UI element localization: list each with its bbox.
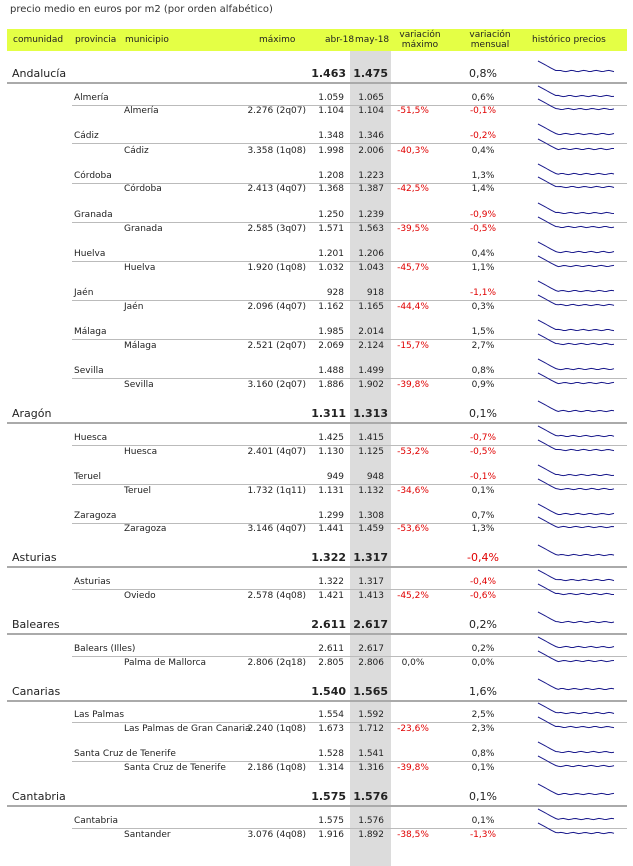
row-historico-sparkline	[538, 358, 616, 372]
row-historico-sparkline	[538, 400, 616, 414]
row-maximo-value: 2.401 (4q07)	[247, 447, 306, 457]
row-abr-value: 1.528	[318, 749, 344, 759]
row-provincia-name: Zaragoza	[74, 511, 117, 521]
row-abr-value: 1.421	[318, 591, 344, 601]
row-may-value: 1.576	[353, 790, 388, 803]
row-maximo-value: 1.732 (1q11)	[247, 486, 306, 496]
header-may: may-18	[355, 35, 390, 45]
row-may-value: 948	[366, 472, 384, 482]
row-abr-value: 1.322	[318, 577, 344, 587]
row-abr-value: 928	[326, 288, 344, 298]
header-historico: histórico precios	[532, 35, 606, 45]
row-maximo-value: 2.413 (4q07)	[247, 184, 306, 194]
row-municipio-name: Santander	[124, 830, 171, 840]
row-abr-value: 2.069	[318, 341, 344, 351]
comunidad-separator	[7, 566, 627, 568]
row-variacion-mensual: 0,1%	[471, 816, 495, 826]
row-abr-value: 1.463	[311, 67, 346, 80]
row-provincia-name: Almería	[74, 93, 109, 103]
row-may-value: 1.132	[358, 486, 384, 496]
row-may-value: 1.125	[358, 447, 384, 457]
row-municipio-name: Zaragoza	[124, 524, 167, 534]
row-may-value: 1.499	[358, 366, 384, 376]
row-historico-sparkline	[538, 569, 616, 583]
row-historico-sparkline	[538, 544, 616, 558]
row-variacion-mensual: 2,3%	[471, 724, 495, 734]
row-variacion-mensual: 0,6%	[471, 93, 495, 103]
comunidad-separator	[7, 700, 627, 702]
row-provincia-name: Sevilla	[74, 366, 104, 376]
row-may-value: 1.541	[358, 749, 384, 759]
row-municipio-name: Almería	[124, 106, 159, 116]
header-municipio: municipio	[125, 35, 169, 45]
row-provincia-name: Asturias	[74, 577, 111, 587]
row-abr-value: 1.059	[318, 93, 344, 103]
row-maximo-value: 2.806 (2q18)	[247, 658, 306, 668]
row-abr-value: 1.425	[318, 433, 344, 443]
row-provincia-name: Balears (Illes)	[74, 644, 136, 654]
row-municipio-name: Huelva	[124, 263, 156, 273]
row-comunidad-name: Baleares	[12, 618, 60, 631]
row-historico-sparkline	[538, 741, 616, 755]
row-abr-value: 1.208	[318, 171, 344, 181]
row-comunidad-name: Andalucía	[12, 67, 67, 80]
row-provincia-name: Málaga	[74, 327, 107, 337]
row-variacion-mensual: -0,6%	[469, 591, 497, 601]
row-variacion-maximo: -51,5%	[397, 106, 429, 116]
row-variacion-maximo: 0,0%	[401, 658, 425, 668]
row-maximo-value: 2.276 (2q07)	[247, 106, 306, 116]
row-variacion-mensual: 0,1%	[471, 763, 495, 773]
row-variacion-mensual: 0,1%	[469, 790, 497, 803]
row-abr-value: 1.985	[318, 327, 344, 337]
row-maximo-value: 3.146 (4q07)	[247, 524, 306, 534]
row-abr-value: 1.886	[318, 380, 344, 390]
row-variacion-mensual: 2,7%	[471, 341, 495, 351]
row-maximo-value: 2.585 (3q07)	[247, 224, 306, 234]
header-provincia: provincia	[75, 35, 117, 45]
row-municipio-name: Palma de Mallorca	[124, 658, 207, 668]
row-may-value: 1.387	[358, 184, 384, 194]
row-abr-value: 1.441	[318, 524, 344, 534]
row-historico-sparkline	[538, 280, 616, 294]
row-comunidad-name: Aragón	[12, 407, 52, 420]
row-variacion-mensual: -0,7%	[469, 433, 497, 443]
row-abr-value: 1.998	[318, 146, 344, 156]
row-may-value: 1.317	[353, 551, 388, 564]
row-historico-sparkline	[538, 716, 616, 730]
row-variacion-mensual: 1,5%	[471, 327, 495, 337]
row-abr-value: 1.311	[311, 407, 346, 420]
row-maximo-value: 2.578 (4q08)	[247, 591, 306, 601]
row-variacion-mensual: -1,3%	[469, 830, 497, 840]
row-provincia-name: Granada	[74, 210, 113, 220]
comunidad-separator	[7, 82, 627, 84]
row-historico-sparkline	[538, 439, 616, 453]
row-historico-sparkline	[538, 98, 616, 112]
row-variacion-mensual: 1,1%	[471, 263, 495, 273]
row-abr-value: 1.575	[311, 790, 346, 803]
row-provincia-name: Cantabria	[74, 816, 118, 826]
row-variacion-mensual: -1,1%	[469, 288, 497, 298]
row-abr-value: 1.104	[318, 106, 344, 116]
row-abr-value: 1.575	[318, 816, 344, 826]
row-abr-value: 2.611	[318, 644, 344, 654]
comunidad-separator	[7, 633, 627, 635]
row-maximo-value: 2.186 (1q08)	[247, 763, 306, 773]
row-variacion-mensual: -0,4%	[469, 577, 497, 587]
row-abr-value: 1.130	[318, 447, 344, 457]
row-maximo-value: 3.076 (4q08)	[247, 830, 306, 840]
table-caption: precio medio en euros por m2 (por orden alfabético)	[10, 4, 273, 15]
row-may-value: 1.475	[353, 67, 388, 80]
row-variacion-mensual: 0,8%	[469, 67, 497, 80]
row-municipio-name: Oviedo	[124, 591, 156, 601]
row-municipio-name: Huesca	[124, 447, 158, 457]
row-variacion-maximo: -23,6%	[397, 724, 429, 734]
row-historico-sparkline	[538, 678, 616, 692]
row-variacion-mensual: 0,8%	[471, 749, 495, 759]
header-variacion-mensual: variación mensual	[469, 30, 511, 50]
row-historico-sparkline	[538, 333, 616, 347]
row-variacion-maximo: -40,3%	[397, 146, 429, 156]
row-abr-value: 1.322	[311, 551, 346, 564]
row-historico-sparkline	[538, 372, 616, 386]
row-maximo-value: 2.096 (4q07)	[247, 302, 306, 312]
row-may-value: 1.413	[358, 591, 384, 601]
row-variacion-mensual: -0,2%	[469, 131, 497, 141]
row-abr-value: 1.571	[318, 224, 344, 234]
row-variacion-maximo: -45,2%	[397, 591, 429, 601]
row-may-value: 1.592	[358, 710, 384, 720]
row-may-value: 1.415	[358, 433, 384, 443]
row-abr-value: 1.368	[318, 184, 344, 194]
row-variacion-mensual: 2,5%	[471, 710, 495, 720]
row-variacion-mensual: 0,4%	[471, 146, 495, 156]
row-may-value: 1.165	[358, 302, 384, 312]
row-may-value: 2.617	[353, 618, 388, 631]
row-variacion-mensual: 0,4%	[471, 249, 495, 259]
row-abr-value: 1.032	[318, 263, 344, 273]
row-historico-sparkline	[538, 783, 616, 797]
row-abr-value: 949	[326, 472, 344, 482]
row-may-value: 1.223	[358, 171, 384, 181]
row-municipio-name: Santa Cruz de Tenerife	[124, 763, 226, 773]
row-municipio-name: Las Palmas de Gran Canaria	[124, 724, 251, 734]
row-municipio-name: Jaén	[124, 302, 144, 312]
row-abr-value: 1.314	[318, 763, 344, 773]
row-may-value: 1.563	[358, 224, 384, 234]
row-historico-sparkline	[538, 216, 616, 230]
row-historico-sparkline	[538, 650, 616, 664]
row-may-value: 1.313	[353, 407, 388, 420]
row-may-value: 918	[366, 288, 384, 298]
row-variacion-maximo: -34,6%	[397, 486, 429, 496]
row-comunidad-name: Asturias	[12, 551, 57, 564]
row-maximo-value: 3.160 (2q07)	[247, 380, 306, 390]
row-municipio-name: Sevilla	[124, 380, 154, 390]
row-municipio-name: Granada	[124, 224, 163, 234]
row-historico-sparkline	[538, 60, 616, 74]
row-variacion-maximo: -39,8%	[397, 763, 429, 773]
row-provincia-name: Jaén	[74, 288, 94, 298]
row-historico-sparkline	[538, 425, 616, 439]
row-comunidad-name: Canarias	[12, 685, 61, 698]
row-variacion-mensual: 1,4%	[471, 184, 495, 194]
row-may-value: 1.576	[358, 816, 384, 826]
row-may-value: 1.346	[358, 131, 384, 141]
row-municipio-name: Teruel	[124, 486, 151, 496]
header-abr: abr-18	[325, 35, 355, 45]
row-may-value: 2.806	[358, 658, 384, 668]
row-variacion-mensual: 0,2%	[471, 644, 495, 654]
row-abr-value: 2.805	[318, 658, 344, 668]
row-may-value: 1.892	[358, 830, 384, 840]
row-variacion-mensual: 1,3%	[471, 171, 495, 181]
row-may-value: 2.124	[358, 341, 384, 351]
row-may-value: 1.308	[358, 511, 384, 521]
row-municipio-name: Málaga	[124, 341, 157, 351]
row-historico-sparkline	[538, 138, 616, 152]
row-may-value: 1.317	[358, 577, 384, 587]
row-abr-value: 2.611	[311, 618, 346, 631]
row-variacion-maximo: -44,4%	[397, 302, 429, 312]
row-variacion-mensual: 0,1%	[471, 486, 495, 496]
row-municipio-name: Córdoba	[124, 184, 162, 194]
row-provincia-name: Huesca	[74, 433, 108, 443]
row-may-value: 2.617	[358, 644, 384, 654]
row-may-value: 2.014	[358, 327, 384, 337]
row-abr-value: 1.540	[311, 685, 346, 698]
row-variacion-mensual: -0,9%	[469, 210, 497, 220]
comunidad-separator	[7, 422, 627, 424]
row-may-value: 1.902	[358, 380, 384, 390]
row-abr-value: 1.348	[318, 131, 344, 141]
row-provincia-name: Santa Cruz de Tenerife	[74, 749, 176, 759]
row-provincia-name: Cádiz	[74, 131, 99, 141]
row-variacion-maximo: -39,5%	[397, 224, 429, 234]
row-may-value: 1.565	[353, 685, 388, 698]
header-comunidad: comunidad	[13, 35, 64, 45]
row-variacion-maximo: -45,7%	[397, 263, 429, 273]
row-may-value: 1.239	[358, 210, 384, 220]
row-may-value: 1.206	[358, 249, 384, 259]
header-maximo: máximo	[259, 35, 296, 45]
row-historico-sparkline	[538, 755, 616, 769]
row-provincia-name: Las Palmas	[74, 710, 125, 720]
row-variacion-mensual: -0,1%	[469, 106, 497, 116]
row-historico-sparkline	[538, 702, 616, 716]
row-historico-sparkline	[538, 478, 616, 492]
row-historico-sparkline	[538, 163, 616, 177]
row-variacion-mensual: 0,7%	[471, 511, 495, 521]
row-abr-value: 1.299	[318, 511, 344, 521]
row-variacion-mensual: 0,3%	[471, 302, 495, 312]
row-historico-sparkline	[538, 611, 616, 625]
row-maximo-value: 1.920 (1q08)	[247, 263, 306, 273]
row-variacion-maximo: -53,6%	[397, 524, 429, 534]
row-variacion-mensual: -0,1%	[469, 472, 497, 482]
row-historico-sparkline	[538, 319, 616, 333]
row-comunidad-name: Cantabria	[12, 790, 66, 803]
row-variacion-mensual: 1,3%	[471, 524, 495, 534]
row-variacion-mensual: -0,4%	[467, 551, 499, 564]
row-variacion-mensual: -0,5%	[469, 447, 497, 457]
row-variacion-mensual: 0,0%	[471, 658, 495, 668]
row-historico-sparkline	[538, 464, 616, 478]
row-maximo-value: 3.358 (1q08)	[247, 146, 306, 156]
row-historico-sparkline	[538, 583, 616, 597]
row-historico-sparkline	[538, 636, 616, 650]
row-abr-value: 1.673	[318, 724, 344, 734]
row-may-value: 1.043	[358, 263, 384, 273]
row-variacion-maximo: -38,5%	[397, 830, 429, 840]
row-variacion-mensual: -0,5%	[469, 224, 497, 234]
row-historico-sparkline	[538, 822, 616, 836]
row-variacion-maximo: -42,5%	[397, 184, 429, 194]
row-historico-sparkline	[538, 176, 616, 190]
row-historico-sparkline	[538, 85, 616, 99]
row-variacion-mensual: 0,9%	[471, 380, 495, 390]
row-abr-value: 1.916	[318, 830, 344, 840]
row-abr-value: 1.554	[318, 710, 344, 720]
row-may-value: 2.006	[358, 146, 384, 156]
row-maximo-value: 2.240 (1q08)	[247, 724, 306, 734]
row-historico-sparkline	[538, 503, 616, 517]
row-variacion-mensual: 0,1%	[469, 407, 497, 420]
row-may-value: 1.065	[358, 93, 384, 103]
header-variacion-maximo: variación máximo	[399, 30, 441, 50]
row-may-value: 1.316	[358, 763, 384, 773]
comunidad-separator	[7, 805, 627, 807]
row-historico-sparkline	[538, 294, 616, 308]
row-provincia-name: Huelva	[74, 249, 106, 259]
row-abr-value: 1.131	[318, 486, 344, 496]
row-variacion-maximo: -39,8%	[397, 380, 429, 390]
row-municipio-name: Cádiz	[124, 146, 149, 156]
row-historico-sparkline	[538, 808, 616, 822]
row-may-value: 1.459	[358, 524, 384, 534]
row-historico-sparkline	[538, 516, 616, 530]
row-variacion-maximo: -53,2%	[397, 447, 429, 457]
row-may-value: 1.712	[358, 724, 384, 734]
row-historico-sparkline	[538, 123, 616, 137]
row-historico-sparkline	[538, 202, 616, 216]
row-historico-sparkline	[538, 241, 616, 255]
row-abr-value: 1.162	[318, 302, 344, 312]
row-may-value: 1.104	[358, 106, 384, 116]
row-variacion-mensual: 0,2%	[469, 618, 497, 631]
row-historico-sparkline	[538, 255, 616, 269]
row-variacion-mensual: 1,6%	[469, 685, 497, 698]
row-provincia-name: Córdoba	[74, 171, 112, 181]
row-variacion-mensual: 0,8%	[471, 366, 495, 376]
row-maximo-value: 2.521 (2q07)	[247, 341, 306, 351]
row-variacion-maximo: -15,7%	[397, 341, 429, 351]
row-abr-value: 1.250	[318, 210, 344, 220]
row-provincia-name: Teruel	[74, 472, 101, 482]
row-abr-value: 1.488	[318, 366, 344, 376]
row-abr-value: 1.201	[318, 249, 344, 259]
